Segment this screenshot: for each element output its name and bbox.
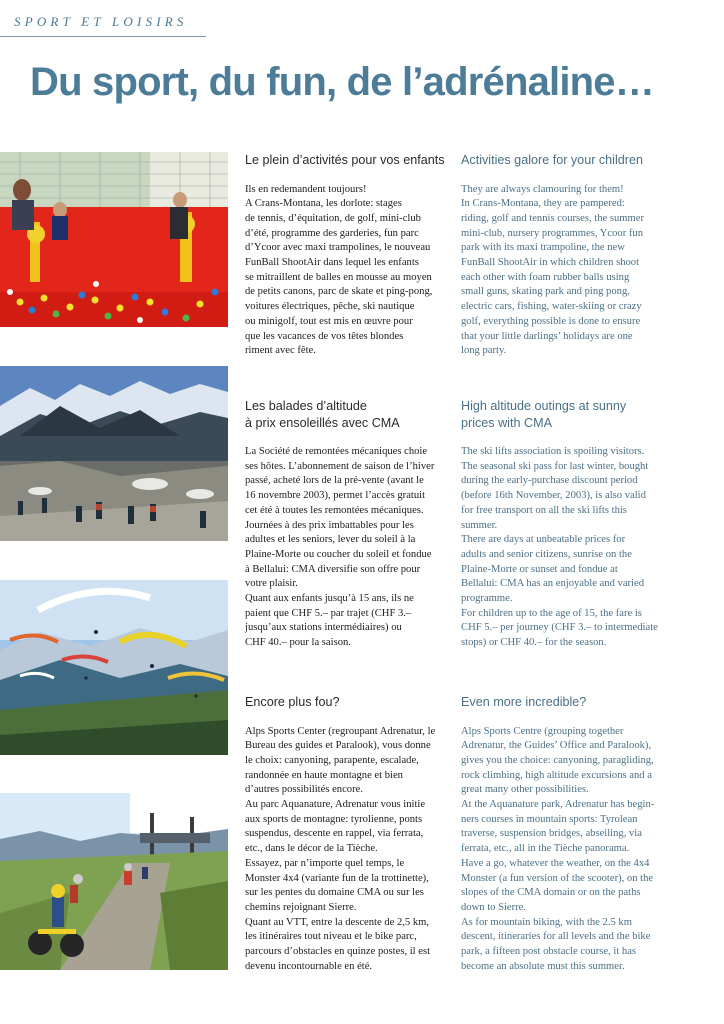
- section-rule: [0, 36, 206, 37]
- article-body: The ski lifts association is spoiling visitors. The seasonal ski pass for last winter, bought during the early-purchase discount period (before 16th November, 2003), is also valid for free transport on all the ski lifts this summer. There are days at unbeatable prices for adults and senior citizens, sunrise on the Plaine-Morte or sunset and fondue at Bellalui: CMA has an enjoyable and varied programme. For children up to the age of 15, the fare is CHF 5.– per journey (CHF 3.– to intermediate stops) or CHF 40.– for the season.: [461, 446, 658, 649]
- section-label: SPORT ET LOISIRS: [14, 14, 188, 29]
- page-headline: Du sport, du fun, de l’adrénaline…: [30, 60, 654, 104]
- article-children-en: [461, 152, 671, 359]
- article-heading: Le plein d’activités pour vos enfants: [245, 153, 445, 167]
- photo-monster-scooters: [0, 793, 228, 970]
- article-altitude-fr: [245, 398, 455, 651]
- article-body: Alps Sports Centre (grouping together Adrenatur, the Guides’ Office and Paralook), gives you the choice: canyoning, paragliding, rock climbing, high altitude excursions and a great many other possibilities. At the Aquanature park, Adrenatur has begin- ners courses in mountain sports: Tyrolean traverse, suspension bridges, abseiling, via ferrata, etc., all in the Tièche panorama. Have a go, whatever the weather, on the 4x4 Monster (a fun version of the scooter), on the slopes of the CMA domain or on the paths down to Sierre. As for mountain biking, with the 2.5 km descent, itineraries for all levels and the bike park, a fifteen post obstacle course, it has become an absolute must this summer.: [461, 725, 655, 972]
- article-heading: High altitude outings at sunny prices with CMA: [461, 399, 627, 430]
- article-heading: Les balades d’altitude à prix ensoleillés avec CMA: [245, 399, 400, 430]
- photo-alpine-hikers: [0, 366, 228, 541]
- article-body: La Société de remontées mécaniques choie ses hôtes. L’abonnement de saison de l’hiver passé, acheté lors de la pré-vente (avant le 16 novembre 2003), permet l’accès gratuit cet été à toutes les remontées mécaniques. Journées à des prix imbattables pour les adultes et les seniors, lever du soleil à la Plaine-Morte ou coucher du soleil et fondue à Bellalui: CMA diversifie son offre pour votre plaisir. Quant aux enfants jusqu’à 15 ans, ils ne paient que CHF 5.– par trajet (CHF 3.– jusqu’aux stations intermédiaires) ou CHF 40.– pour la saison.: [245, 446, 435, 649]
- article-body: Alps Sports Center (regroupant Adrenatur, le Bureau des guides et Paralook), vous donne le choix: canyoning, parapente, escalade, randonnée en haute montagne et bien d’autres possibilités encore. Au parc Aquanature, Adrenatur vous initie aux sports de montagne: tyrolienne, ponts suspendus, descente en rappel, via ferrata, etc., dans le décor de la Tièche. Essayez, par n’importe quel temps, le Monster 4x4 (variante fun de la trottinette), sur les pentes du domaine CMA ou sur les chemins rejoignant Sierre. Quant au VTT, entre la descente de 2,5 km, les itinéraires tout niveau et le bike parc, parcours d’obstacles en quinze postes, il est devenu incontournable en été.: [245, 725, 436, 972]
- article-sports-en: [461, 694, 671, 974]
- article-heading: Even more incredible?: [461, 695, 587, 709]
- photo-funball-kids: [0, 152, 228, 327]
- article-body: Ils en redemandent toujours! A Crans-Montana, les dorlote: stages de tennis, d’équitation, de golf, mini-club d’été, programme des garderies, fun parc d’Ycoor avec maxi trampolines, le nouveau FunBall ShootAir dans lequel les enfants se mitraillent de balles en mousse au moyen de petits canons, parc de skate et ping-pong, voitures électriques, pêche, ski nautique ou minigolf, tout est mis en œuvre pour que les vacances de vos têtes blondes riment avec fête.: [245, 183, 433, 357]
- article-body: They are always clamouring for them! In Crans-Montana, they are pampered: riding, golf and tennis courses, the summer mini-club, nursery programmes, Ycoor fun park with its maxi trampoline, the new FunBall ShootAir in which children shoot each other with foam rubber balls using small guns, skating park and ping pong, electric cars, fishing, water-skiing or crazy golf, everything possible is done to ensure that your little darlings’ holidays are one long party.: [461, 183, 645, 357]
- article-heading: Activities galore for your children: [461, 153, 643, 167]
- photo-paragliders: [0, 580, 228, 755]
- article-children-fr: [245, 152, 455, 359]
- article-sports-fr: [245, 694, 455, 974]
- article-altitude-en: [461, 398, 671, 651]
- article-heading: Encore plus fou?: [245, 695, 340, 709]
